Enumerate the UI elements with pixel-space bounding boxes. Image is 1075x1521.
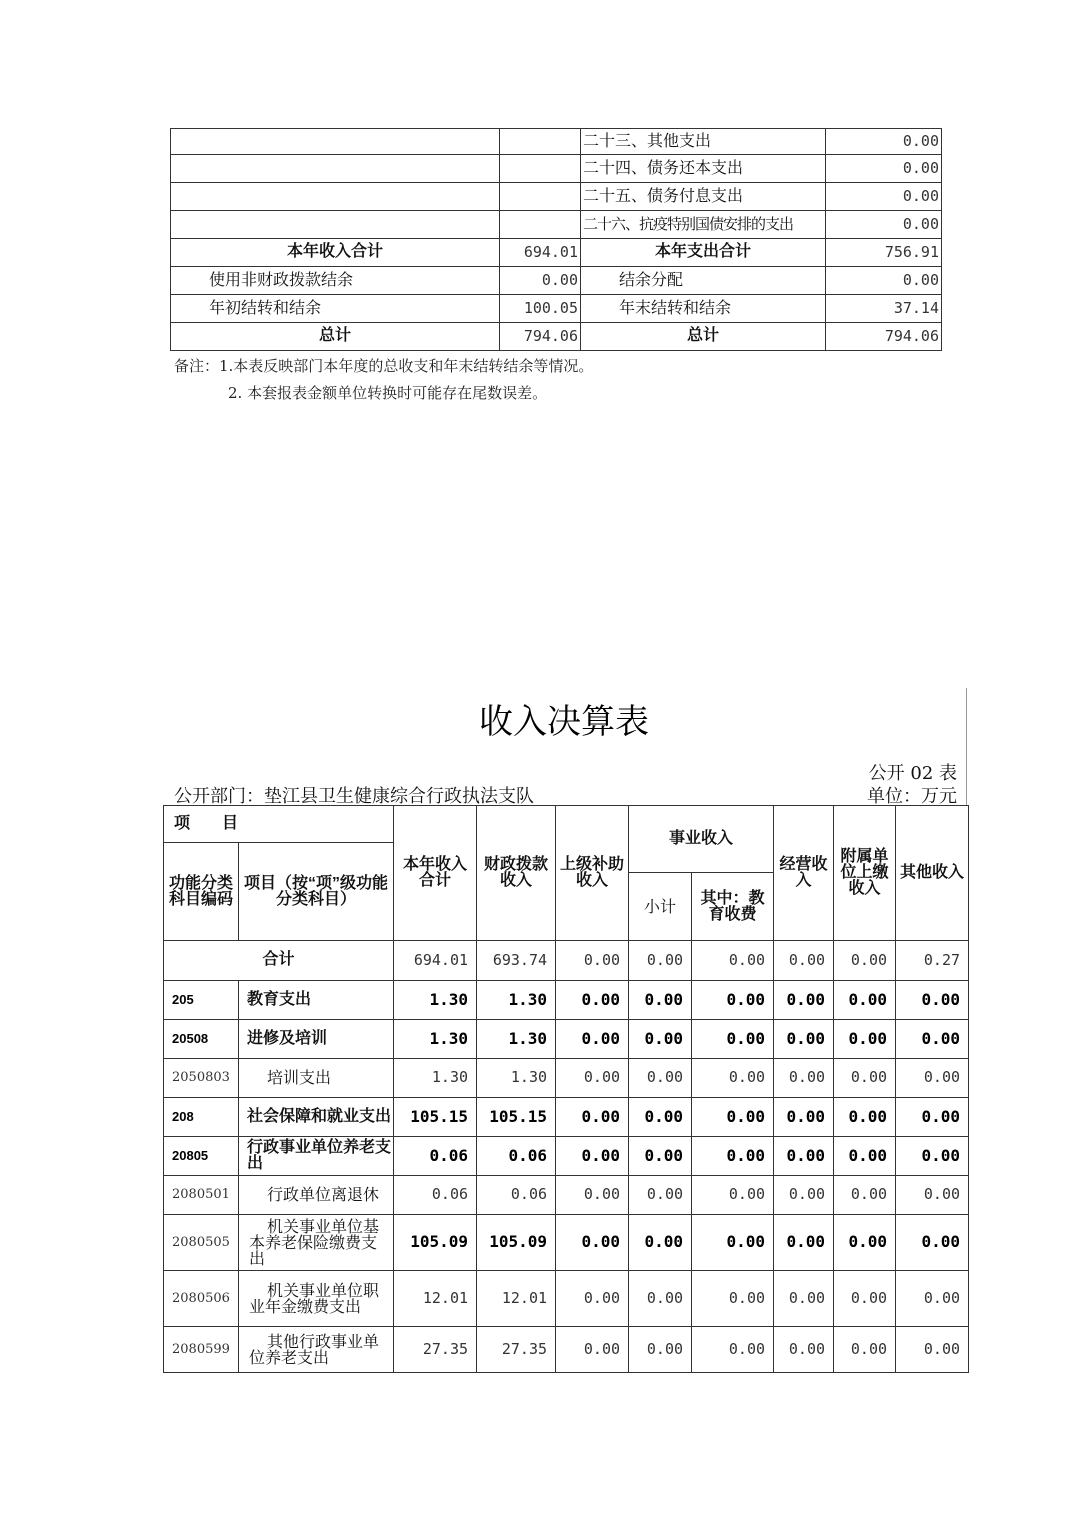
value-cell: 0.00 [629,1271,692,1327]
value-cell: 0.00 [774,1215,834,1271]
value-cell: 0.00 [692,941,774,981]
total-label: 合计 [164,941,394,981]
value-cell: 0.00 [774,1176,834,1215]
value-cell: 0.00 [556,1176,629,1215]
value-cell: 0.06 [394,1176,477,1215]
value-cell: 0.00 [629,1059,692,1098]
value-cell: 0.00 [629,941,692,981]
table-row [171,323,942,351]
value-cell: 0.00 [556,1098,629,1137]
value-cell: 0.00 [692,1327,774,1373]
value-cell: 0.00 [692,1098,774,1137]
year-expense-total-label: 本年支出合计 [581,239,826,267]
value-cell: 0.00 [692,1271,774,1327]
category-name-text: 机关事业单位基本养老保险缴费支出 [249,1216,380,1268]
table-row [171,295,942,323]
table-row [164,1215,969,1271]
note-line-1: 备注：1.本表反映部门本年度的总收支和年末结转结余等情况。 [174,357,594,375]
value-cell: 0.00 [896,1137,969,1176]
value-cell: 0.00 [896,981,969,1020]
category-name [239,1215,394,1271]
table-row [171,239,942,267]
value-cell: 0.06 [477,1137,556,1176]
value-cell: 0.00 [629,981,692,1020]
table-row [164,1327,969,1373]
value-cell: 0.00 [896,1098,969,1137]
expense-value: 0.00 [826,183,942,211]
category-code: 2080599 [164,1327,239,1373]
value-cell: 0.27 [896,941,969,981]
value-cell: 0.00 [692,981,774,1020]
value-cell: 0.00 [774,1271,834,1327]
category-name [239,1176,394,1215]
value-cell: 0.00 [834,1059,896,1098]
total-income-header: 本年收入合计 [394,806,477,941]
item-header: 项 目 [164,806,394,843]
value-cell: 0.00 [692,1215,774,1271]
value-cell: 0.00 [834,1098,896,1137]
value-cell: 105.09 [394,1215,477,1271]
value-cell: 0.00 [692,1176,774,1215]
value-cell: 0.00 [896,1059,969,1098]
value-cell: 0.00 [692,1137,774,1176]
category-name [239,1059,394,1098]
category-code: 2080505 [164,1215,239,1271]
value-cell: 0.00 [556,1271,629,1327]
value-cell: 0.00 [629,1098,692,1137]
value-cell: 0.00 [629,1215,692,1271]
value-cell: 1.30 [394,1059,477,1098]
value-cell: 0.00 [774,1020,834,1059]
table-row [164,1271,969,1327]
category-name: 行政事业单位养老支出 [239,1137,394,1176]
expense-label: 二十五、债务付息支出 [581,183,826,211]
expense-label: 二十六、抗疫特别国债安排的支出 [581,211,826,239]
value-cell: 0.00 [896,1020,969,1059]
value-cell: 0.00 [834,1137,896,1176]
value-cell: 0.00 [556,1059,629,1098]
category-name: 社会保障和就业支出 [239,1098,394,1137]
value-cell: 0.00 [774,981,834,1020]
value-cell: 0.00 [774,941,834,981]
value-cell: 0.00 [556,941,629,981]
value-cell: 0.00 [774,1059,834,1098]
opening-balance-label: 年初结转和结余 [171,295,500,323]
value-cell: 27.35 [394,1327,477,1373]
balance-summary-table [170,128,942,351]
value-cell: 0.00 [629,1327,692,1373]
total-row [164,941,969,981]
category-name: 进修及培训 [239,1020,394,1059]
category-code: 2080501 [164,1176,239,1215]
value-cell: 694.01 [394,941,477,981]
expense-label: 二十三、其他支出 [581,129,826,155]
income-statement-table [163,805,969,1373]
surplus-distribution-value: 0.00 [826,267,942,295]
table-row [164,1137,969,1176]
business-income-header: 事业收入 [629,806,774,873]
category-name-text: 培训支出 [267,1068,332,1087]
value-cell: 12.01 [394,1271,477,1327]
table-row [164,1059,969,1098]
table-row [171,155,942,183]
value-cell: 0.00 [834,981,896,1020]
value-cell: 0.00 [834,1215,896,1271]
table-row [164,1098,969,1137]
value-cell: 105.15 [394,1098,477,1137]
category-code: 208 [164,1098,239,1137]
expense-value: 0.00 [826,155,942,183]
value-cell: 0.00 [774,1098,834,1137]
category-name-text: 机关事业单位职业年金缴费支出 [249,1280,380,1316]
category-name: 教育支出 [239,981,394,1020]
value-cell: 0.00 [692,1059,774,1098]
category-name [239,1327,394,1373]
surplus-distribution-label: 结余分配 [581,267,826,295]
category-code: 20805 [164,1137,239,1176]
page-title: 收入决算表 [479,703,649,741]
name-header: 项目（按“项”级功能分类科目） [239,843,394,941]
table-row [171,211,942,239]
education-fee-header: 其中：教育收费 [692,873,774,941]
table-row [164,1020,969,1059]
note-line-2: 2. 本套报表金额单位转换时可能存在尾数误差。 [228,384,548,402]
table-row [171,183,942,211]
fiscal-income-header: 财政拨款收入 [477,806,556,941]
grand-total-expense: 794.06 [826,323,942,351]
operating-income-header: 经营收入 [774,806,834,941]
category-name-text: 其他行政事业单位养老支出 [249,1331,380,1367]
code-header: 功能分类科目编码 [164,843,239,941]
grand-total-label: 总计 [581,323,826,351]
value-cell: 0.00 [834,1327,896,1373]
subtotal-header: 小计 [629,873,692,941]
expense-value: 0.00 [826,211,942,239]
value-cell: 0.00 [629,1176,692,1215]
year-expense-total-value: 756.91 [826,239,942,267]
value-cell: 0.00 [629,1137,692,1176]
header-row [164,806,969,843]
value-cell: 1.30 [477,981,556,1020]
value-cell: 0.00 [834,1020,896,1059]
other-income-header: 其他收入 [896,806,969,941]
category-code: 2050803 [164,1059,239,1098]
value-cell: 0.00 [896,1327,969,1373]
form-number: 公开 02 表 [868,763,957,784]
table-row [164,981,969,1020]
year-income-total-value: 694.01 [500,239,581,267]
grand-total-income: 794.06 [500,323,581,351]
grand-total-label: 总计 [171,323,500,351]
value-cell: 0.00 [896,1176,969,1215]
value-cell: 0.06 [477,1176,556,1215]
value-cell: 693.74 [477,941,556,981]
value-cell: 105.15 [477,1098,556,1137]
value-cell: 0.06 [394,1137,477,1176]
category-code: 205 [164,981,239,1020]
category-code: 20508 [164,1020,239,1059]
non-fiscal-balance-value: 0.00 [500,267,581,295]
table-row [164,1176,969,1215]
category-code: 2080506 [164,1271,239,1327]
value-cell: 0.00 [834,1176,896,1215]
closing-balance-label: 年末结转和结余 [581,295,826,323]
non-fiscal-balance-label: 使用非财政拨款结余 [171,267,500,295]
value-cell: 1.30 [477,1020,556,1059]
value-cell: 0.00 [834,1271,896,1327]
value-cell: 0.00 [774,1137,834,1176]
value-cell: 0.00 [629,1020,692,1059]
value-cell: 0.00 [556,981,629,1020]
subsidy-income-header: 上级补助收入 [556,806,629,941]
value-cell: 0.00 [556,1327,629,1373]
closing-balance-value: 37.14 [826,295,942,323]
table-row [171,129,942,155]
value-cell: 27.35 [477,1327,556,1373]
value-cell: 12.01 [477,1271,556,1327]
value-cell: 0.00 [896,1271,969,1327]
category-name [239,1271,394,1327]
department-label: 公开部门：垫江县卫生健康综合行政执法支队 [174,786,534,807]
value-cell: 0.00 [556,1020,629,1059]
value-cell: 1.30 [477,1059,556,1098]
value-cell: 1.30 [394,1020,477,1059]
unit-label: 单位：万元 [867,786,957,807]
affiliated-income-header: 附属单位上缴收入 [834,806,896,941]
value-cell: 0.00 [774,1327,834,1373]
table-row [171,267,942,295]
value-cell: 1.30 [394,981,477,1020]
category-name-text: 行政单位离退休 [267,1185,380,1204]
opening-balance-value: 100.05 [500,295,581,323]
value-cell: 0.00 [556,1215,629,1271]
expense-value: 0.00 [826,129,942,155]
expense-label: 二十四、债务还本支出 [581,155,826,183]
value-cell: 0.00 [834,941,896,981]
value-cell: 0.00 [692,1020,774,1059]
value-cell: 0.00 [556,1137,629,1176]
value-cell: 105.09 [477,1215,556,1271]
value-cell: 0.00 [896,1215,969,1271]
year-income-total-label: 本年收入合计 [171,239,500,267]
